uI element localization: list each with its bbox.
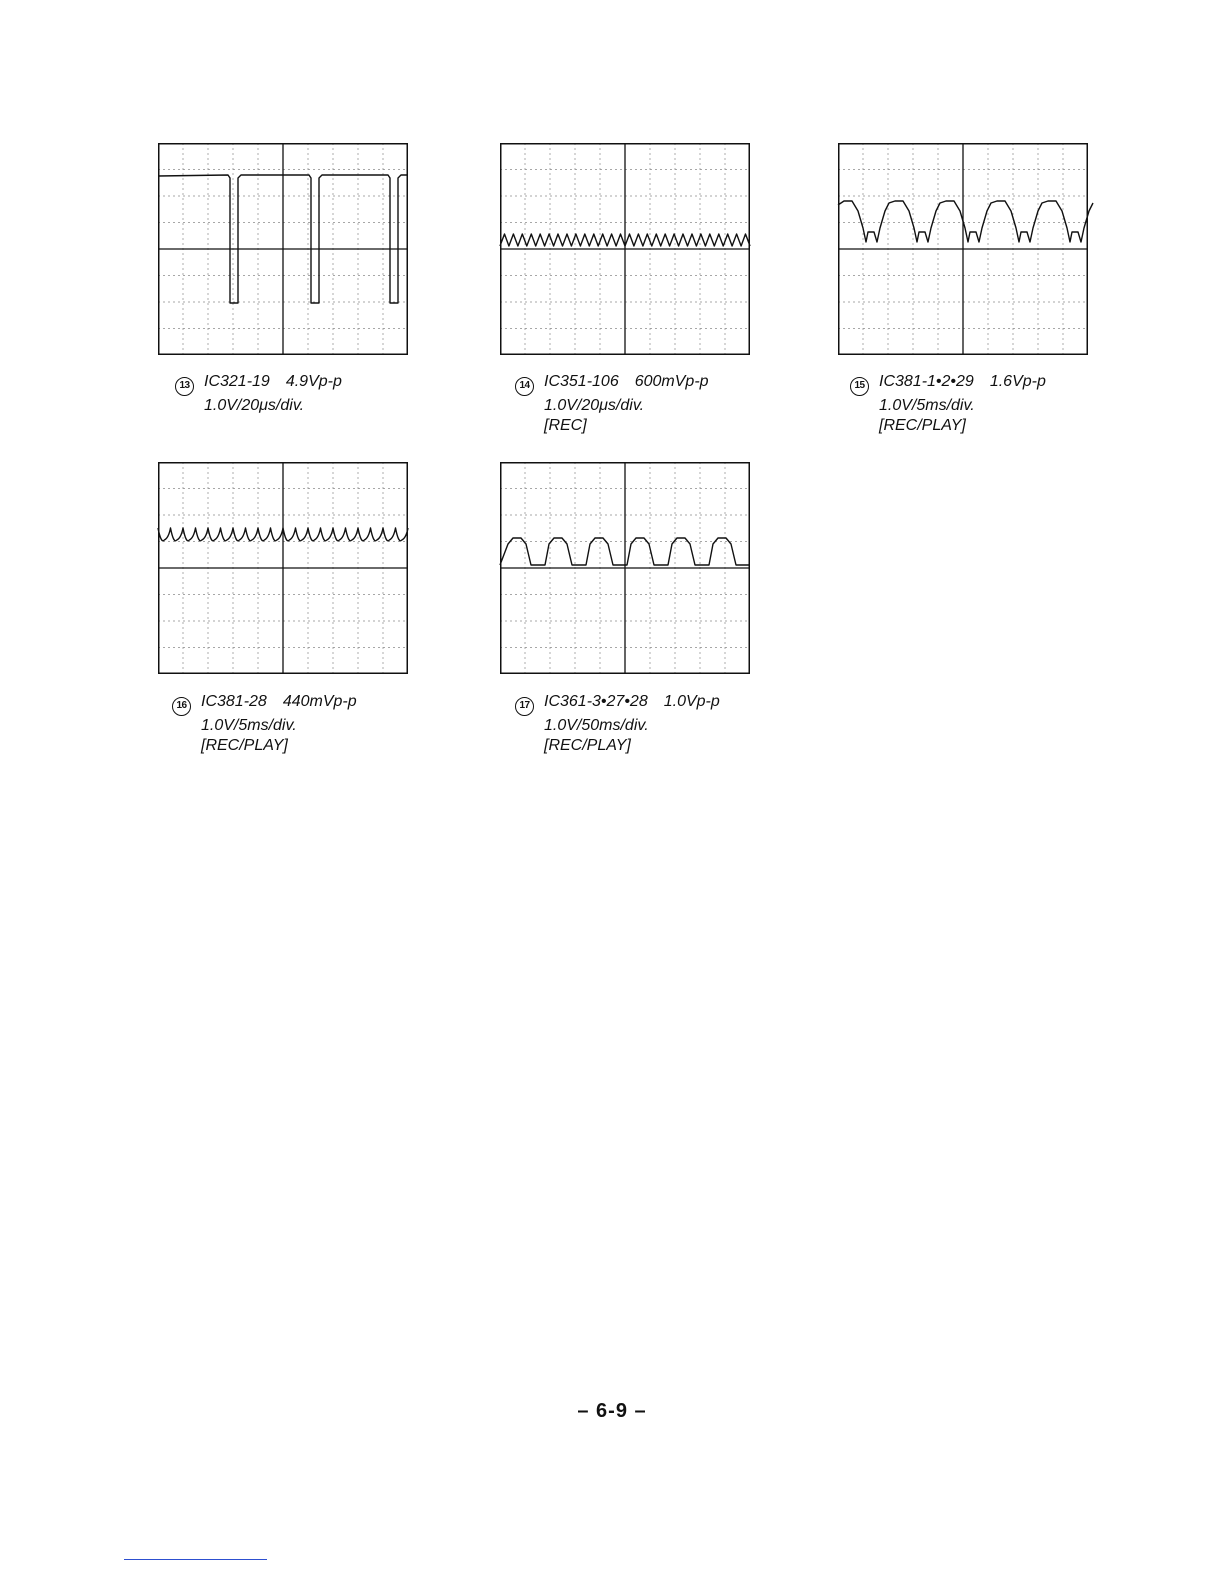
oscilloscope-screen-14 bbox=[500, 143, 750, 355]
scale: 1.0V/50ms/div. bbox=[544, 717, 649, 734]
probe-point: IC351-106 bbox=[544, 373, 619, 390]
mode: [REC/PLAY] bbox=[879, 417, 966, 434]
scale: 1.0V/5ms/div. bbox=[879, 397, 975, 414]
scale: 1.0V/20μs/div. bbox=[204, 397, 305, 414]
amplitude: 440mVp-p bbox=[282, 693, 357, 710]
probe-point: IC361-3•27•28 bbox=[544, 693, 648, 710]
figure-number-badge: 16 bbox=[172, 697, 191, 716]
page-number: – 6-9 – bbox=[577, 1400, 647, 1422]
figure-number-badge: 14 bbox=[515, 377, 534, 396]
footer-rule bbox=[124, 1559, 267, 1560]
caption-15 bbox=[850, 372, 1046, 436]
mode: [REC/PLAY] bbox=[544, 737, 631, 754]
mode: [REC/PLAY] bbox=[201, 737, 288, 754]
amplitude: 1.6Vp-p bbox=[989, 373, 1046, 390]
caption-14 bbox=[515, 372, 709, 436]
figure-number-badge: 15 bbox=[850, 377, 869, 396]
caption-16 bbox=[172, 692, 357, 756]
waveform-trace bbox=[838, 201, 1093, 242]
figure-number-badge: 17 bbox=[515, 697, 534, 716]
oscilloscope-screen-15 bbox=[838, 143, 1088, 355]
oscilloscope-screen-13 bbox=[158, 143, 408, 355]
oscilloscope-screen-17 bbox=[500, 462, 750, 674]
figure-number-badge: 13 bbox=[175, 377, 194, 396]
amplitude: 1.0Vp-p bbox=[663, 693, 720, 710]
scale: 1.0V/5ms/div. bbox=[201, 717, 297, 734]
amplitude: 4.9Vp-p bbox=[285, 373, 342, 390]
amplitude: 600mVp-p bbox=[634, 373, 709, 390]
caption-13 bbox=[175, 372, 342, 416]
scale: 1.0V/20μs/div. bbox=[544, 397, 645, 414]
probe-point: IC381-28 bbox=[201, 693, 267, 710]
oscilloscope-screen-16 bbox=[158, 462, 408, 674]
mode: [REC] bbox=[544, 417, 587, 434]
probe-point: IC321-19 bbox=[204, 373, 270, 390]
caption-17 bbox=[515, 692, 720, 756]
probe-point: IC381-1•2•29 bbox=[879, 373, 974, 390]
